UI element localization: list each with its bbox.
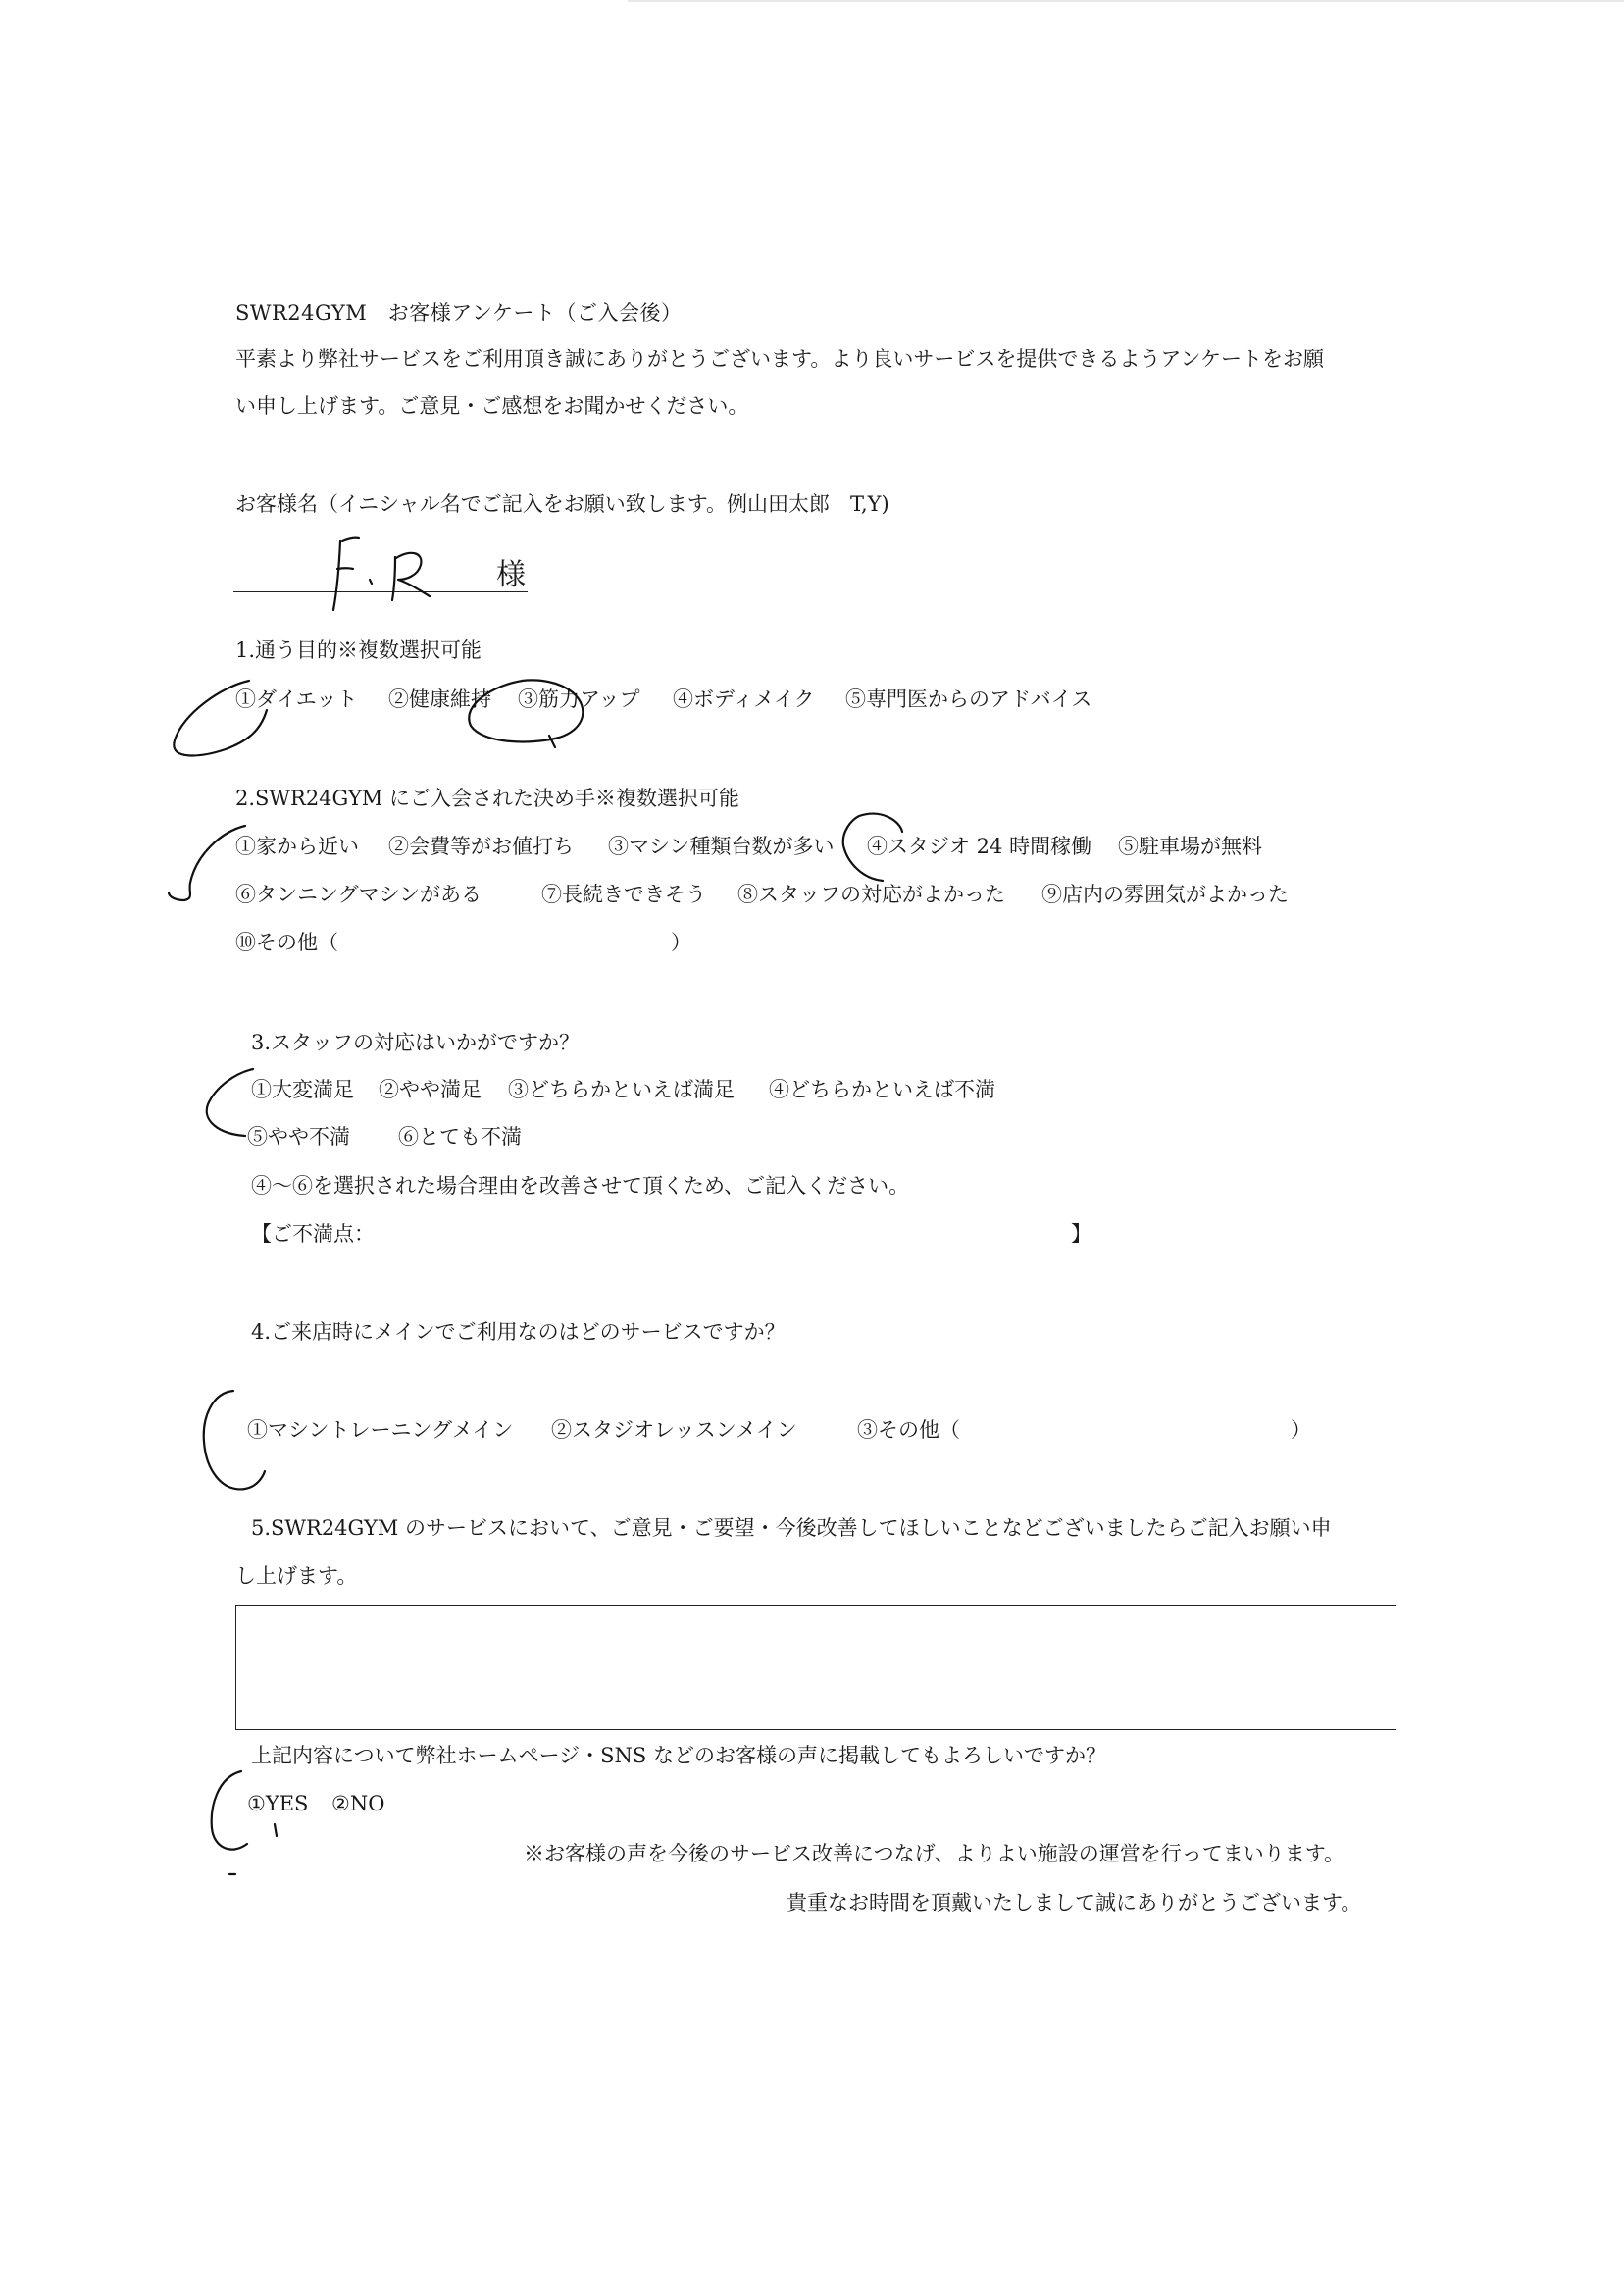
q2-option-9[interactable]: ⑨店内の雰囲気がよかった [1041,883,1289,906]
q2-option-1[interactable]: ①家から近い [235,835,359,858]
q1-option-1[interactable]: ①ダイエット [235,688,358,711]
customer-suffix: 様 [496,558,526,592]
consent-no[interactable]: ②NO [331,1792,385,1815]
closing-line-2: 貴重なお時間を頂戴いたしまして誠にありがとうございます。 [787,1891,1362,1914]
q2-option-10[interactable]: ⑩その他（ [235,931,338,954]
customer-name-field[interactable] [233,591,528,592]
closing-line-1: ※お客様の声を今後のサービス改善につなげ、よりよい施設の運営を行ってまいります。 [524,1842,1345,1865]
q1-option-2[interactable]: ②健康維持 [388,688,491,711]
q4-question: 4.ご来店時にメインでご利用なのはどのサービスですか？ [251,1320,786,1344]
q4-option-2[interactable]: ②スタジオレッスンメイン [551,1418,797,1442]
q1-option-4[interactable]: ④ボディメイク [673,688,815,711]
q3-option-6[interactable]: ⑥とても不満 [398,1125,522,1148]
q2-option-3[interactable]: ③マシン種類台数が多い [608,835,835,858]
q2-option-7[interactable]: ⑦長続きできそう [541,883,706,906]
q2-option-8[interactable]: ⑧スタッフの対応がよかった [737,883,1005,906]
q5-question-line-1: 5.SWR24GYM のサービスにおいて、ご意見・ご要望・今後改善してほしいことなどございましたらご記入お願い申 [251,1516,1332,1540]
q2-option-5[interactable]: ⑤駐車場が無料 [1118,835,1262,858]
consent-yes[interactable]: ①YES [247,1792,309,1815]
q1-question: 1.通う目的※複数選択可能 [235,638,482,662]
q3-option-2[interactable]: ②やや満足 [379,1078,482,1101]
q3-option-1[interactable]: ①大変満足 [251,1078,354,1101]
q3-option-3[interactable]: ③どちらかといえば満足 [508,1078,735,1101]
q3-option-4[interactable]: ④どちらかといえば不満 [769,1078,995,1101]
q3-complaint-close: 】 [1071,1222,1091,1246]
q4-option-1[interactable]: ①マシントレーニングメイン [247,1418,514,1442]
survey-title: SWR24GYM お客様アンケート（ご入会後） [235,301,683,325]
q4-option-3[interactable]: ③その他（ [857,1418,960,1442]
q3-question: 3.スタッフの対応はいかがですか？ [251,1031,581,1054]
q2-option-4[interactable]: ④スタジオ 24 時間稼働 [867,835,1092,858]
q2-option-6[interactable]: ⑥タンニングマシンがある [235,883,482,906]
q5-answer-box[interactable] [235,1605,1396,1730]
q2-question: 2.SWR24GYM にご入会された決め手※複数選択可能 [235,787,739,810]
q3-complaint-label: 【ご不満点： [251,1222,375,1246]
q4-other-close: ） [1291,1418,1311,1442]
q2-option-2[interactable]: ②会費等がお値打ち [388,835,574,858]
q3-option-1-circle [207,1069,253,1136]
q2-option-1-circle [169,826,245,900]
intro-line-2: い申し上げます。ご意見・ご感想をお聞かせください。 [235,394,749,418]
q5-question-line-2: し上げます。 [235,1564,358,1588]
q2-other-close: ） [671,931,691,954]
q1-option-5[interactable]: ⑤専門医からのアドバイス [845,688,1092,711]
scan-edge-mark [628,0,1624,2]
handwritten-name-signature [333,538,430,610]
customer-name-label: お客様名（イニシャル名でご記入をお願い致します。例山田太郎 T,Y) [235,492,889,516]
q3-note: ④～⑥を選択された場合理由を改善させて頂くため、ご記入ください。 [251,1174,910,1198]
consent-question: 上記内容について弊社ホームページ・SNS などのお客様の声に掲載してもよろしいですか？ [251,1744,1106,1767]
q3-option-5[interactable]: ⑤やや不満 [247,1125,350,1148]
intro-line-1: 平素より弊社サービスをご利用頂き誠にありがとうございます。より良いサービスを提供できるようアンケートをお願 [235,347,1325,371]
q1-option-3[interactable]: ③筋力アップ [518,688,640,711]
